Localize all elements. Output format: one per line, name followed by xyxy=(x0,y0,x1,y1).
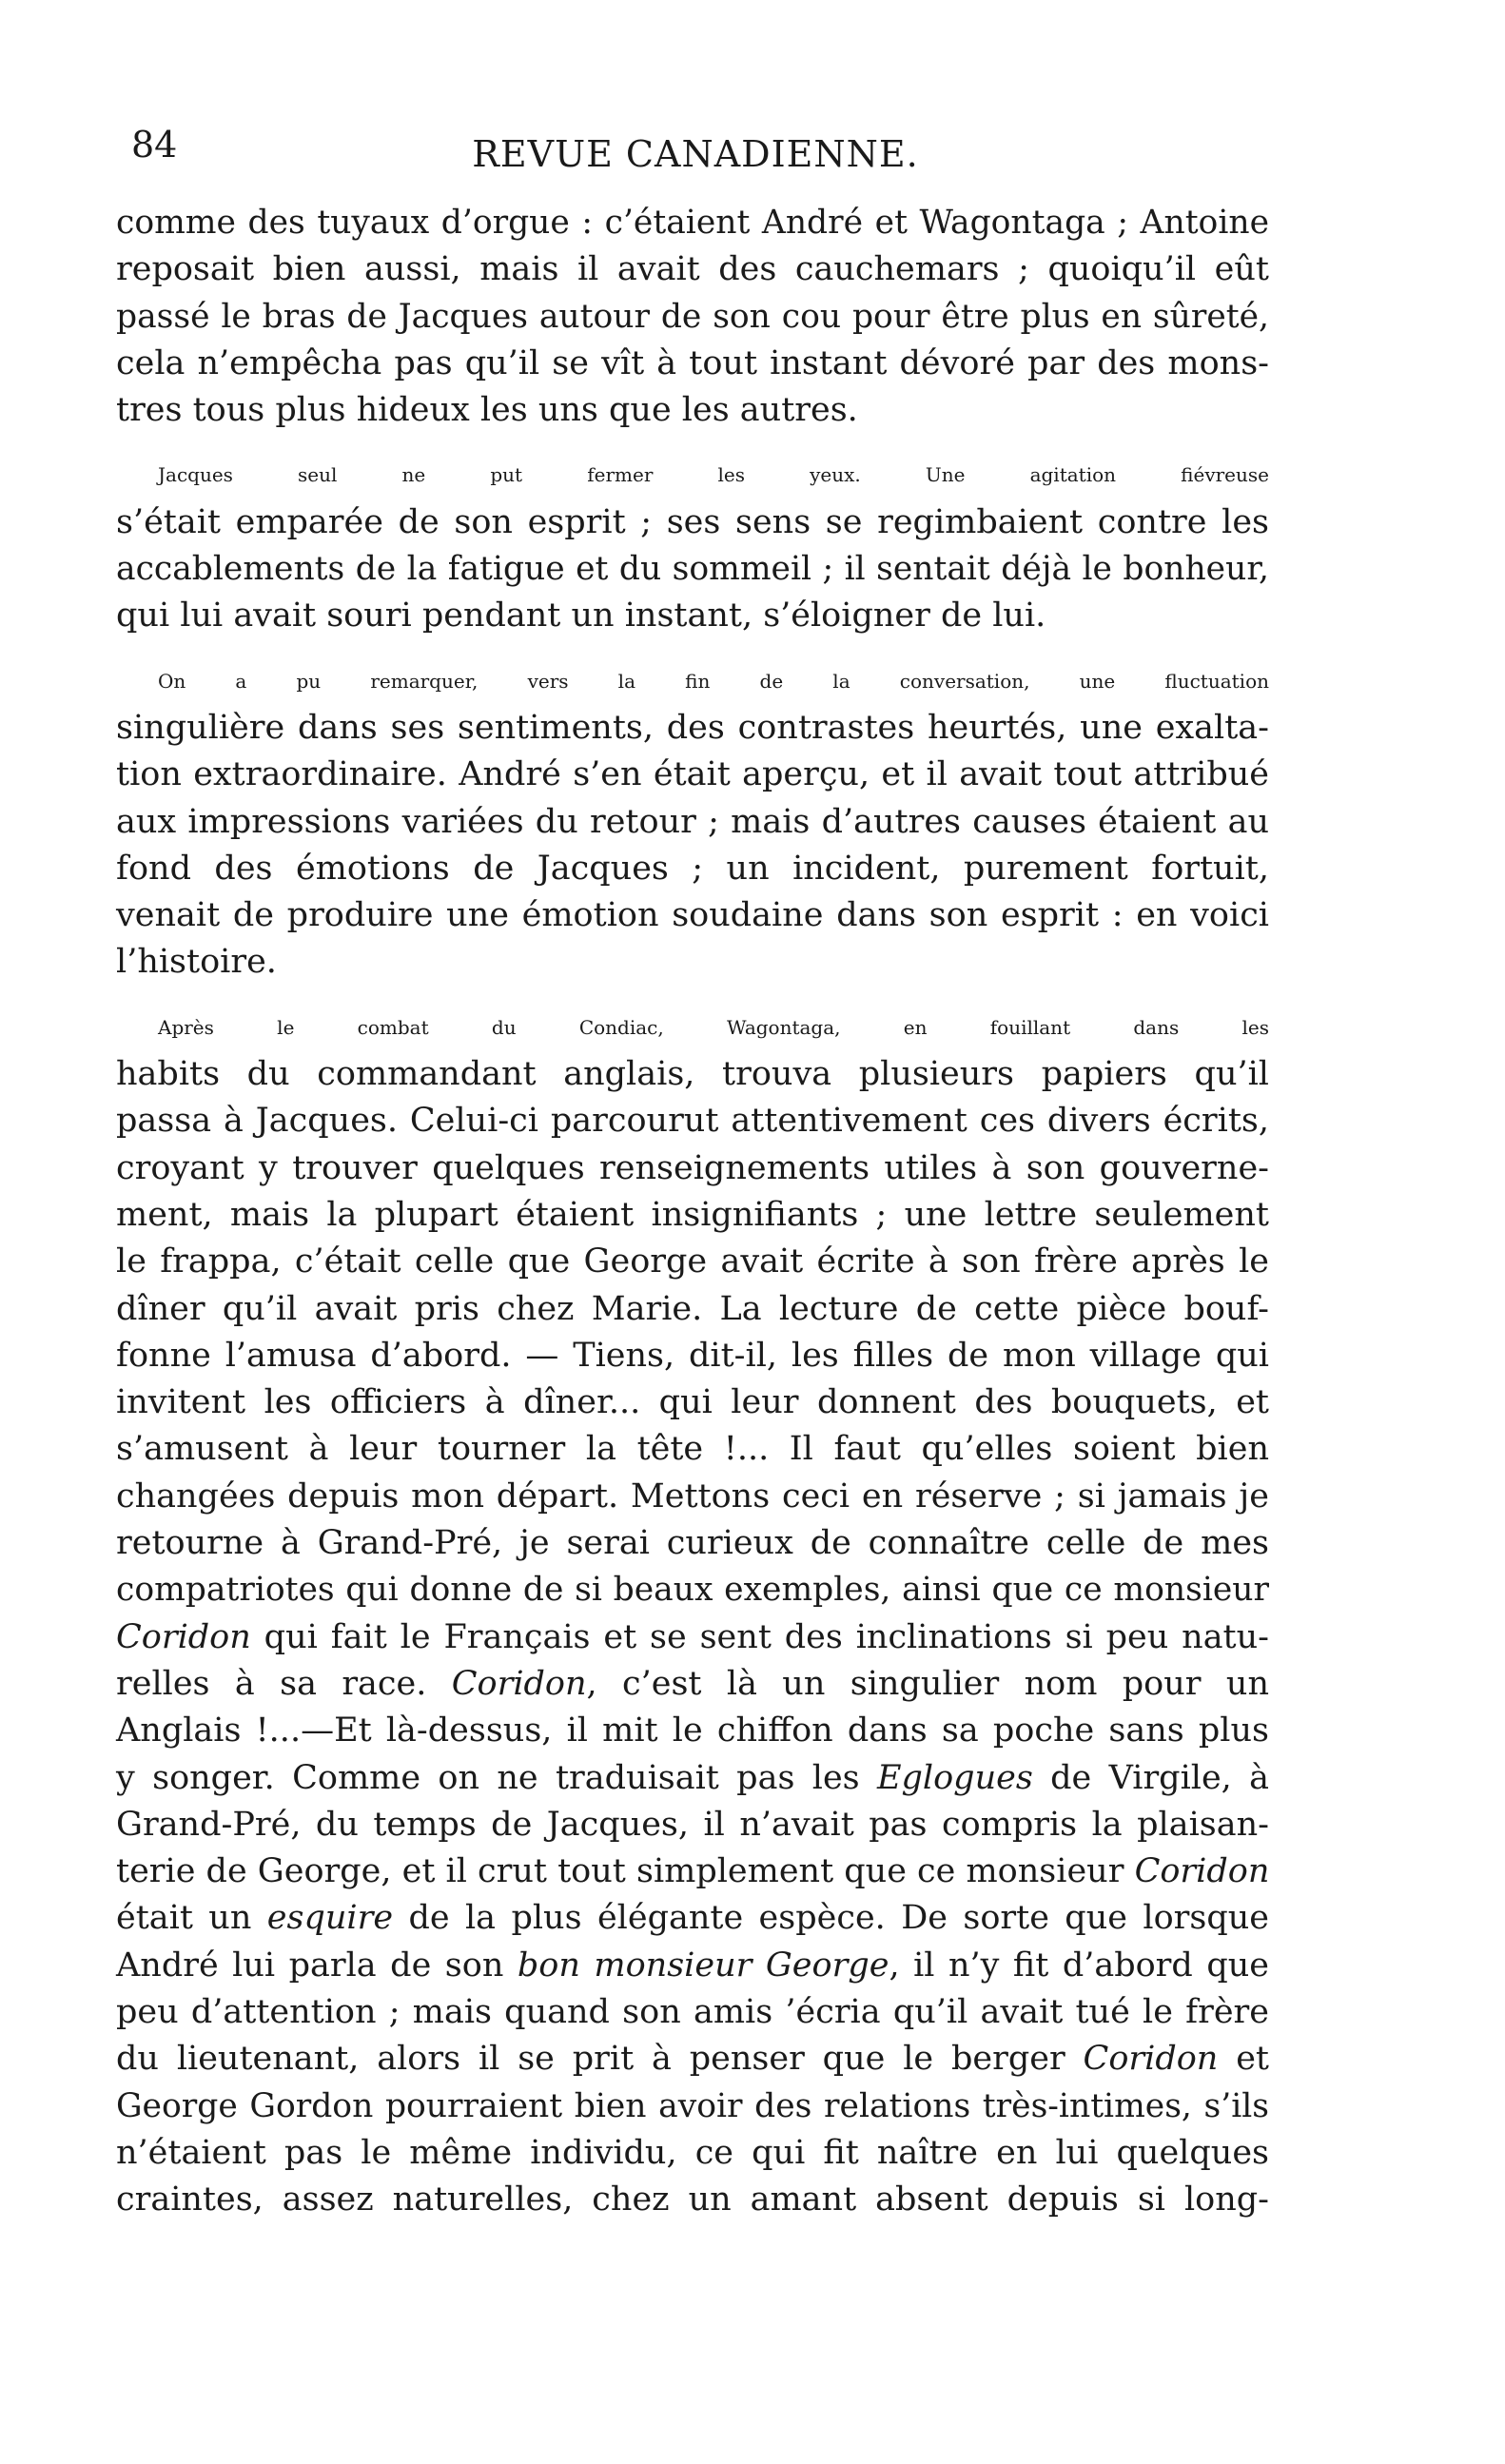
text-line: venait de produire une émotion soudaine dans son esprit : en voici xyxy=(116,896,1269,935)
paragraph-1 xyxy=(116,200,1269,434)
paragraph-2 xyxy=(116,452,1269,639)
text-line: reposait bien aussi, mais il avait des cauchemars ; quoiqu’il eût xyxy=(116,250,1269,289)
text-line: passé le bras de Jacques autour de son cou pour être plus en sûreté, xyxy=(116,297,1269,336)
text-line: comme des tuyaux d’orgue : c’étaient André et Wagontaga ; Antoine xyxy=(116,204,1269,242)
page-number: 84 xyxy=(131,124,178,166)
text-line: Jacques seul ne put fermer les yeux. Une agitation fiévreuse xyxy=(158,463,1269,487)
text-line: du lieutenant, alors il se prit à penser que le berger Coridon et xyxy=(116,2040,1269,2079)
text-line: accablements de la fatigue et du sommeil ; il sentait déjà le bonheur, xyxy=(116,550,1269,589)
text-line: passa à Jacques. Celui-ci parcourut attentivement ces divers écrits, xyxy=(116,1102,1269,1141)
text-line: habits du commandant anglais, trouva plusieurs papiers qu’il xyxy=(116,1055,1269,1094)
text-line: croyant y trouver quelques renseignements utiles à son gouverne- xyxy=(116,1148,1269,1187)
paragraph-3 xyxy=(116,658,1269,987)
text-line: Coridon qui fait le Français et se sent des inclinations si peu natu- xyxy=(116,1617,1269,1656)
text-line: terie de George, et il crut tout simplement que ce monsieur Coridon xyxy=(116,1852,1270,1891)
text-line: aux impressions variées du retour ; mais d’autres causes étaient au xyxy=(116,802,1269,841)
text-line: était un esquire de la plus élégante espèce. De sorte que lorsque xyxy=(116,1899,1269,1938)
text-line: Grand-Pré, du temps de Jacques, il n’avait pas compris la plaisan- xyxy=(116,1805,1269,1844)
page-header xyxy=(122,124,1269,181)
page-body xyxy=(116,200,1269,2241)
text-line: tion extraordinaire. André s’en était aperçu, et il avait tout attribué xyxy=(116,755,1269,794)
text-line: André lui parla de son bon monsieur George, il n’y fit d’abord que xyxy=(116,1946,1269,1985)
text-line: fond des émotions de Jacques ; un incident, purement fortuit, xyxy=(116,849,1269,888)
text-line: tres tous plus hideux les uns que les autres. xyxy=(116,391,858,430)
text-line: y songer. Comme on ne traduisait pas les Eglogues de Virgile, à xyxy=(116,1758,1270,1797)
text-line: n’étaient pas le même individu, ce qui fit naître en lui quelques xyxy=(116,2133,1269,2172)
text-line: Après le combat du Condiac, Wagontaga, en fouillant dans les xyxy=(158,1015,1269,1039)
text-line: retourne à Grand-Pré, je serai curieux de connaître celle de mes xyxy=(116,1524,1269,1563)
text-line: relles à sa race. Coridon, c’est là un singulier nom pour un xyxy=(116,1664,1269,1703)
text-line: ment, mais la plupart étaient insignifiants ; une lettre seulement xyxy=(116,1195,1269,1234)
text-line: peu d’attention ; mais quand son amis ’écria qu’il avait tué le frère xyxy=(116,1992,1269,2031)
text-line: qui lui avait souri pendant un instant, s’éloigner de lui. xyxy=(116,596,1046,636)
text-line: l’histoire. xyxy=(116,943,277,982)
text-line: George Gordon pourraient bien avoir des relations très-intimes, s’ils xyxy=(116,2086,1269,2125)
text-line: invitent les officiers à dîner... qui leur donnent des bouquets, et xyxy=(116,1383,1269,1422)
text-line: On a pu remarquer, vers la fin de la conversation, une fluctuation xyxy=(158,669,1269,693)
text-line: craintes, assez naturelles, chez un amant absent depuis si long- xyxy=(116,2180,1269,2220)
text-line: changées depuis mon départ. Mettons ceci en réserve ; si jamais je xyxy=(116,1476,1269,1516)
text-line: s’amusent à leur tourner la tête !... Il faut qu’elles soient bien xyxy=(116,1430,1269,1469)
paragraph-4 xyxy=(116,1005,1269,2224)
text-line: cela n’empêcha pas qu’il se vît à tout instant dévoré par des mons- xyxy=(116,343,1269,382)
text-line: le frappa, c’était celle que George avait écrite à son frère après le xyxy=(116,1242,1269,1281)
text-line: fonne l’amusa d’abord. — Tiens, dit-il, les filles de mon village qui xyxy=(116,1336,1269,1375)
text-line: s’était emparée de son esprit ; ses sens se regimbaient contre les xyxy=(116,502,1269,541)
text-line: dîner qu’il avait pris chez Marie. La lecture de cette pièce bouf- xyxy=(116,1289,1269,1328)
text-line: singulière dans ses sentiments, des contrastes heurtés, une exalta- xyxy=(116,708,1269,747)
text-line: compatriotes qui donne de si beaux exemples, ainsi que ce monsieur xyxy=(116,1571,1269,1610)
text-line: Anglais !...—Et là-dessus, il mit le chiffon dans sa poche sans plus xyxy=(116,1711,1269,1750)
running-title: REVUE CANADIENNE. xyxy=(472,133,919,175)
